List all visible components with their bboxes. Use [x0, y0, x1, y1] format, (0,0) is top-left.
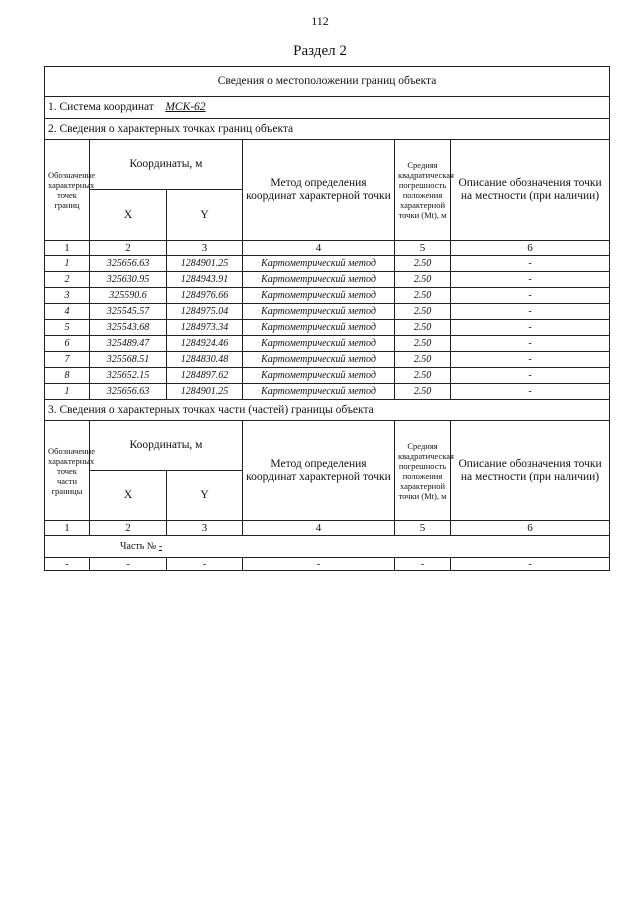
- col-number: 2: [90, 521, 167, 536]
- table-row: [45, 558, 610, 571]
- table-row: [45, 368, 610, 384]
- coord-system-value: МСК-62: [165, 101, 206, 113]
- point-error: 2.50: [395, 320, 451, 336]
- table-row: [45, 272, 610, 288]
- point-x: 325489.47: [90, 336, 167, 352]
- point-y: 1284901.25: [167, 256, 243, 272]
- table-row: [45, 384, 610, 400]
- point-y: 1284830.48: [167, 352, 243, 368]
- point-error: 2.50: [395, 288, 451, 304]
- point-id: 1: [45, 256, 90, 272]
- point-error: 2.50: [395, 272, 451, 288]
- point-id: 8: [45, 368, 90, 384]
- table-row: [45, 336, 610, 352]
- col-number: 1: [45, 241, 90, 256]
- point-method: Картометрический метод: [243, 336, 395, 352]
- point-method: Картометрический метод: [243, 288, 395, 304]
- header-description: Описание обозначения точки на местности (при наличии): [451, 421, 610, 521]
- point-error: 2.50: [395, 352, 451, 368]
- point-method: Картометрический метод: [243, 384, 395, 400]
- part-value: -: [158, 540, 163, 552]
- table-title: Сведения о местоположении границ объекта: [45, 67, 610, 97]
- part-row: [45, 536, 610, 558]
- point-y: 1284924.46: [167, 336, 243, 352]
- point-y: 1284901.25: [167, 384, 243, 400]
- point-description: -: [451, 336, 610, 352]
- point-method: Картометрический метод: [243, 272, 395, 288]
- point-method: Картометрический метод: [243, 256, 395, 272]
- header-coordinates: Координаты, м: [90, 421, 243, 471]
- section-title: Раздел 2: [293, 43, 347, 59]
- header-error: Средняя квадратическая погрешность положения характерной точки (Mt), м: [395, 421, 451, 521]
- point-x: 325590.6: [90, 288, 167, 304]
- part-cell: -: [167, 558, 243, 571]
- point-y: 1284975.04: [167, 304, 243, 320]
- point-method: Картометрический метод: [243, 320, 395, 336]
- part-cell: -: [45, 558, 90, 571]
- point-error: 2.50: [395, 336, 451, 352]
- part-cell: -: [395, 558, 451, 571]
- table-row: [45, 256, 610, 272]
- boundary-table: [44, 66, 610, 571]
- header-error: Средняя квадратическая погрешность положения характерной точки (Mt), м: [395, 140, 451, 241]
- column-number-row: [45, 241, 610, 256]
- point-description: -: [451, 384, 610, 400]
- col-number: 1: [45, 521, 90, 536]
- point-error: 2.50: [395, 368, 451, 384]
- col-number: 2: [90, 241, 167, 256]
- col-number: 3: [167, 521, 243, 536]
- point-x: 325630.95: [90, 272, 167, 288]
- part-cell: -: [451, 558, 610, 571]
- header-point-id: Обозначение характерных точек границ: [45, 140, 90, 241]
- header-method: Метод определения координат характерной точки: [243, 140, 395, 241]
- point-description: -: [451, 256, 610, 272]
- header-x: X: [90, 190, 167, 241]
- part-cell: -: [90, 558, 167, 571]
- column-number-row: [45, 521, 610, 536]
- point-id: 1: [45, 384, 90, 400]
- coord-system-row: [45, 97, 610, 119]
- point-description: -: [451, 288, 610, 304]
- point-y: 1284943.91: [167, 272, 243, 288]
- point-x: 325543.68: [90, 320, 167, 336]
- header-coordinates: Координаты, м: [90, 140, 243, 190]
- point-method: Картометрический метод: [243, 368, 395, 384]
- part-cell: -: [243, 558, 395, 571]
- point-y: 1284973.34: [167, 320, 243, 336]
- point-id: 3: [45, 288, 90, 304]
- parts-section-title: 3. Сведения о характерных точках части (частей) границы объекта: [45, 400, 610, 421]
- table-row: [45, 304, 610, 320]
- point-id: 2: [45, 272, 90, 288]
- col-number: 3: [167, 241, 243, 256]
- col-number: 6: [451, 521, 610, 536]
- point-description: -: [451, 368, 610, 384]
- point-description: -: [451, 320, 610, 336]
- col-number: 4: [243, 241, 395, 256]
- point-description: -: [451, 304, 610, 320]
- points-section-title: 2. Сведения о характерных точках границ объекта: [45, 119, 610, 140]
- header-description: Описание обозначения точки на местности (при наличии): [451, 140, 610, 241]
- point-method: Картометрический метод: [243, 304, 395, 320]
- point-y: 1284976.66: [167, 288, 243, 304]
- point-id: 4: [45, 304, 90, 320]
- col-number: 4: [243, 521, 395, 536]
- col-number: 6: [451, 241, 610, 256]
- part-label: Часть №: [120, 540, 157, 552]
- page-number: 112: [311, 14, 329, 28]
- header-point-id: Обозначение характерных точек части границы: [45, 421, 90, 521]
- coord-system-label: 1. Система координат: [48, 101, 154, 113]
- point-error: 2.50: [395, 256, 451, 272]
- point-y: 1284897.62: [167, 368, 243, 384]
- header-x: X: [90, 471, 167, 521]
- header-y: Y: [167, 471, 243, 521]
- point-id: 7: [45, 352, 90, 368]
- point-id: 5: [45, 320, 90, 336]
- point-x: 325545.57: [90, 304, 167, 320]
- point-error: 2.50: [395, 384, 451, 400]
- point-id: 6: [45, 336, 90, 352]
- col-number: 5: [395, 241, 451, 256]
- point-method: Картометрический метод: [243, 352, 395, 368]
- header-y: Y: [167, 190, 243, 241]
- table-row: [45, 320, 610, 336]
- point-x: 325656.63: [90, 384, 167, 400]
- col-number: 5: [395, 521, 451, 536]
- point-error: 2.50: [395, 304, 451, 320]
- header-method: Метод определения координат характерной точки: [243, 421, 395, 521]
- table-row: [45, 352, 610, 368]
- point-x: 325656.63: [90, 256, 167, 272]
- point-description: -: [451, 352, 610, 368]
- point-x: 325568.51: [90, 352, 167, 368]
- table-row: [45, 288, 610, 304]
- point-description: -: [451, 272, 610, 288]
- point-x: 325652.15: [90, 368, 167, 384]
